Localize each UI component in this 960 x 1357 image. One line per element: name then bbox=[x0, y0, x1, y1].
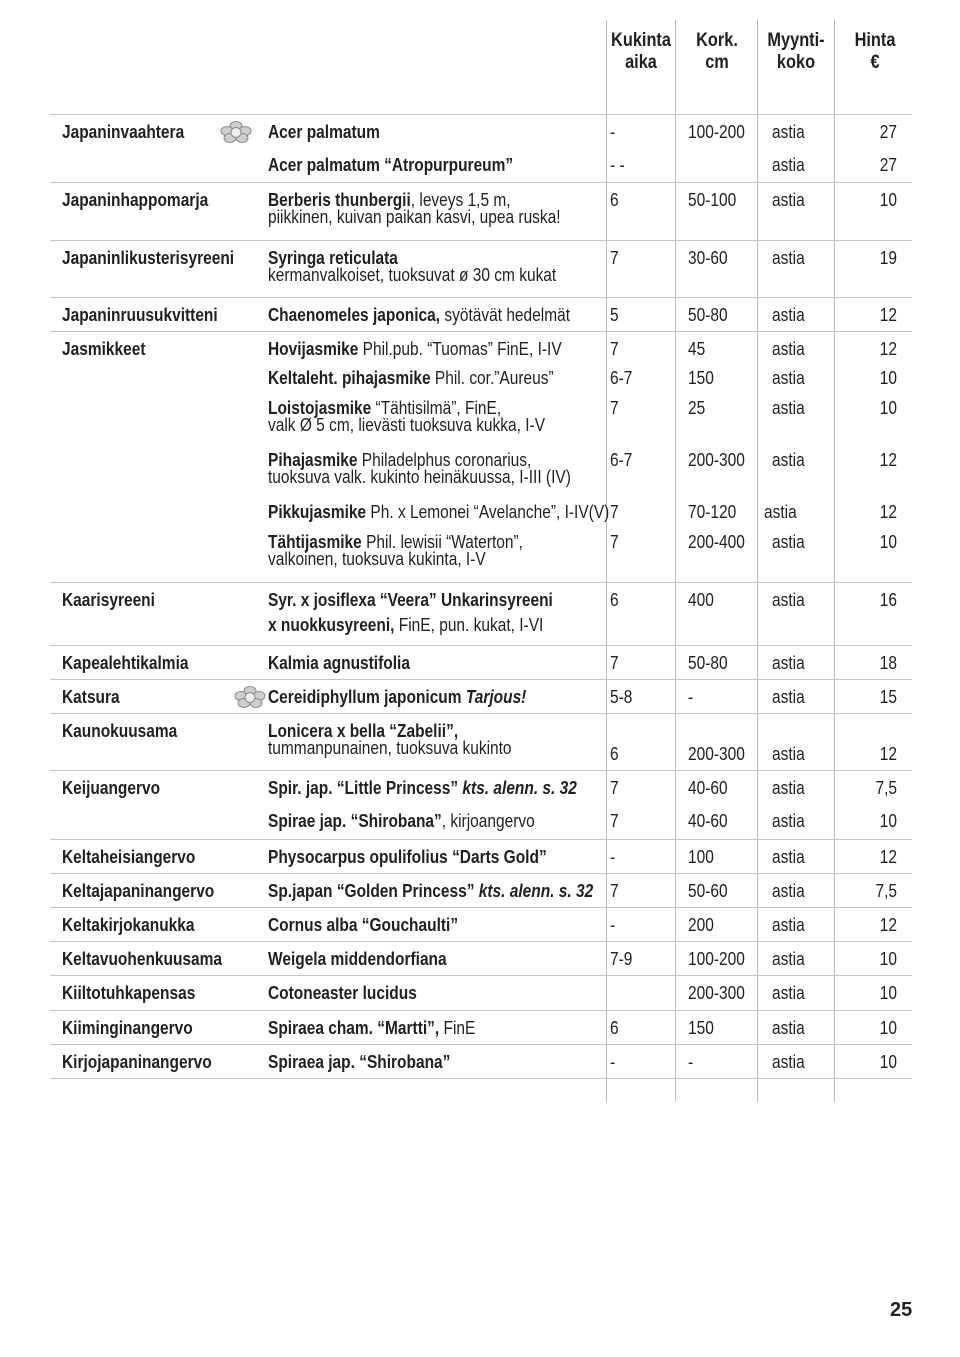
table-row bbox=[50, 331, 912, 362]
height-cm: 200-400 bbox=[688, 532, 745, 552]
price-value: 12 bbox=[879, 915, 897, 935]
sale-size: astia bbox=[772, 881, 805, 901]
price bbox=[840, 304, 897, 327]
height-cm: 100 bbox=[688, 847, 714, 867]
price-value: 27 bbox=[879, 122, 897, 142]
table-row bbox=[50, 873, 912, 908]
price bbox=[840, 1017, 897, 1040]
price-value: 10 bbox=[879, 1052, 897, 1072]
latin-name bbox=[268, 777, 577, 800]
latin-name bbox=[268, 914, 458, 937]
height-cm: 50-80 bbox=[688, 305, 728, 325]
price bbox=[840, 121, 897, 144]
header-bloom-time bbox=[611, 30, 671, 74]
header-bloom-line2: aika bbox=[625, 52, 657, 73]
table-row bbox=[50, 907, 912, 942]
latin-name-segment: Hovijasmike bbox=[268, 339, 359, 359]
finnish-name: Keltavuohenkuusama bbox=[62, 949, 223, 969]
table-row bbox=[50, 804, 912, 839]
finnish-name: Keijuangervo bbox=[62, 778, 161, 798]
price-value: 15 bbox=[879, 687, 897, 707]
latin-name-segment: Pihajasmike bbox=[268, 450, 358, 470]
table-row bbox=[50, 240, 912, 298]
finnish-name: Kapealehtikalmia bbox=[62, 653, 189, 673]
latin-name-segment: FinE, pun. kukat, I-VI bbox=[394, 615, 544, 635]
table-row bbox=[50, 679, 912, 714]
latin-name-segment: Weigela middendorfiana bbox=[268, 949, 447, 969]
price-value: 19 bbox=[879, 248, 897, 268]
sale-size: astia bbox=[772, 949, 805, 969]
bloom-time: 7 bbox=[610, 778, 619, 798]
bloom-time: 5 bbox=[610, 305, 619, 325]
sale-size: astia bbox=[772, 687, 805, 707]
latin-name-segment: x nuokkusyreeni, bbox=[268, 615, 395, 635]
latin-name-segment: Physocarpus opulifolius “Darts Gold” bbox=[268, 847, 547, 867]
height-cm: 200-300 bbox=[688, 450, 745, 470]
latin-name-segment: Spir. jap. “Little Princess” bbox=[268, 778, 459, 798]
price bbox=[840, 449, 897, 472]
finnish-name: Kiiltotuhkapensas bbox=[62, 983, 196, 1003]
flower-badge-icon bbox=[220, 121, 252, 143]
plant-description: valkoinen, tuoksuva kukinta, I-V bbox=[268, 549, 486, 569]
finnish-name: Japaninruusukvitteni bbox=[62, 305, 218, 325]
bloom-time: 7 bbox=[610, 653, 619, 673]
bloom-time: 6 bbox=[610, 590, 619, 610]
page-number: 25 bbox=[890, 1299, 913, 1321]
height-cm: 400 bbox=[688, 590, 714, 610]
price-value: 12 bbox=[879, 305, 897, 325]
price-value: 18 bbox=[879, 653, 897, 673]
price-value: 10 bbox=[879, 368, 897, 388]
latin-name-segment: Phil.pub. “Tuomas” FinE, I-IV bbox=[358, 339, 562, 359]
latin-name bbox=[268, 121, 380, 144]
sale-size: astia bbox=[772, 339, 805, 359]
sale-size: astia bbox=[772, 155, 805, 175]
latin-name-segment: Cereidiphyllum japonicum bbox=[268, 687, 462, 707]
plant-description: tuoksuva valk. kukinto heinäkuussa, I-III (IV) bbox=[268, 467, 571, 487]
price bbox=[840, 914, 897, 937]
latin-name-segment: Cotoneaster lucidus bbox=[268, 983, 417, 1003]
table-row bbox=[50, 361, 912, 391]
sale-size: astia bbox=[772, 122, 805, 142]
plant-description: piikkinen, kuivan paikan kasvi, upea ruska! bbox=[268, 207, 561, 227]
price bbox=[840, 189, 897, 212]
bloom-time: 5-8 bbox=[610, 687, 633, 707]
price-value: 7,5 bbox=[875, 881, 897, 901]
latin-name bbox=[268, 501, 609, 524]
finnish-name: Keltaheisiangervo bbox=[62, 847, 196, 867]
bloom-time: 6-7 bbox=[610, 368, 633, 388]
height-cm: 70-120 bbox=[688, 502, 737, 522]
latin-name-segment: FinE bbox=[439, 1018, 476, 1038]
price-value: 16 bbox=[879, 590, 897, 610]
plant-description: tummanpunainen, tuoksuva kukinto bbox=[268, 738, 512, 758]
latin-name bbox=[268, 652, 410, 675]
latin-name bbox=[268, 982, 417, 1005]
finnish-name: Japaninlikusterisyreeni bbox=[62, 248, 235, 268]
latin-name-segment: Spiraea cham. “Martti”, bbox=[268, 1018, 440, 1038]
price bbox=[840, 686, 897, 709]
height-cm: 30-60 bbox=[688, 248, 728, 268]
latin-name bbox=[268, 810, 535, 833]
latin-name-segment: kts. alenn. s. 32 bbox=[458, 778, 577, 798]
height-cm: 50-80 bbox=[688, 653, 728, 673]
latin-name-segment: Sp.japan “Golden Princess” bbox=[268, 881, 475, 901]
table-row bbox=[50, 645, 912, 680]
price bbox=[840, 948, 897, 971]
price-value: 10 bbox=[879, 949, 897, 969]
bloom-time: - bbox=[610, 122, 616, 142]
height-cm: 200-300 bbox=[688, 744, 745, 764]
price bbox=[840, 501, 897, 524]
latin-name bbox=[268, 367, 554, 390]
price-value: 10 bbox=[879, 190, 897, 210]
latin-name bbox=[268, 589, 553, 612]
latin-name-segment: kts. alenn. s. 32 bbox=[474, 881, 594, 901]
finnish-name: Kiiminginangervo bbox=[62, 1018, 193, 1038]
latin-name-segment: Philadelphus coronarius, bbox=[357, 450, 532, 470]
table-row bbox=[50, 391, 912, 443]
latin-name bbox=[268, 846, 547, 869]
height-cm: 50-100 bbox=[688, 190, 737, 210]
price bbox=[840, 247, 897, 270]
sale-size: astia bbox=[764, 502, 797, 522]
bloom-time: 7 bbox=[610, 502, 619, 522]
price-value: 10 bbox=[879, 1018, 897, 1038]
price-value: 7,5 bbox=[875, 778, 897, 798]
height-cm: 100-200 bbox=[688, 949, 745, 969]
price bbox=[840, 367, 897, 390]
latin-name-segment: Syringa reticulata bbox=[268, 248, 398, 268]
height-cm: 50-60 bbox=[688, 881, 728, 901]
height-cm: 45 bbox=[688, 339, 706, 359]
height-cm: - bbox=[688, 687, 694, 707]
price bbox=[840, 652, 897, 675]
latin-name-segment: Lonicera x bella “Zabelii”, bbox=[268, 721, 459, 741]
header-price bbox=[841, 30, 910, 74]
header-price-line2: € bbox=[870, 52, 880, 73]
finnish-name: Katsura bbox=[62, 687, 120, 707]
finnish-name: Keltakirjokanukka bbox=[62, 915, 195, 935]
latin-name-segment: Keltaleht. pihajasmike bbox=[268, 368, 431, 388]
plant-description: valk Ø 5 cm, lievästi tuoksuva kukka, I-V bbox=[268, 415, 546, 435]
finnish-name: Kirjojapaninangervo bbox=[62, 1052, 212, 1072]
height-cm: 40-60 bbox=[688, 778, 728, 798]
sale-size: astia bbox=[772, 1052, 805, 1072]
price bbox=[840, 531, 897, 554]
latin-name-segment: Phil. lewisii “Waterton”, bbox=[361, 532, 523, 552]
latin-name-segment: Kalmia agnustifolia bbox=[268, 653, 410, 673]
finnish-name: Jasmikkeet bbox=[62, 339, 146, 359]
latin-name bbox=[268, 1017, 475, 1040]
latin-name-segment: Chaenomeles japonica, bbox=[268, 305, 441, 325]
header-sale-size bbox=[763, 30, 828, 74]
bloom-time: - bbox=[610, 847, 616, 867]
price-value: 12 bbox=[879, 502, 897, 522]
sale-size: astia bbox=[772, 190, 805, 210]
latin-name bbox=[268, 686, 526, 709]
latin-name-segment: Syr. x josiflexa “Veera” Unkarinsyreeni bbox=[268, 590, 553, 610]
sale-size: astia bbox=[772, 915, 805, 935]
table-row bbox=[50, 182, 912, 241]
bloom-time: 7 bbox=[610, 398, 619, 418]
sale-size: astia bbox=[772, 368, 805, 388]
sale-size: astia bbox=[772, 847, 805, 867]
bloom-time: 7 bbox=[610, 339, 619, 359]
latin-name-segment: Spiraea jap. “Shirobana” bbox=[268, 1052, 451, 1072]
price-value: 10 bbox=[879, 983, 897, 1003]
latin-name-segment: Tarjous! bbox=[461, 687, 527, 707]
finnish-name: Japaninvaahtera bbox=[62, 122, 185, 142]
price bbox=[840, 880, 897, 903]
bloom-time: - - bbox=[610, 155, 625, 175]
latin-name bbox=[268, 338, 562, 361]
latin-name bbox=[268, 304, 570, 327]
latin-name-segment: , leveys 1,5 m, bbox=[410, 190, 511, 210]
latin-name-segment: Berberis thunbergii bbox=[268, 190, 411, 210]
bloom-time: - bbox=[610, 1052, 616, 1072]
table-bottom-border bbox=[50, 1078, 912, 1079]
header-height bbox=[682, 30, 753, 74]
sale-size: astia bbox=[772, 450, 805, 470]
height-cm: 200-300 bbox=[688, 983, 745, 1003]
price bbox=[840, 846, 897, 869]
latin-name-segment: Acer palmatum “Atropurpureum” bbox=[268, 155, 514, 175]
header-price-line1: Hinta bbox=[854, 30, 896, 51]
latin-name-segment: Ph. x Lemonei “Avelanche”, I-IV(V) bbox=[366, 502, 610, 522]
price-value: 10 bbox=[879, 532, 897, 552]
latin-name-segment: Cornus alba “Gouchaulti” bbox=[268, 915, 459, 935]
sale-size: astia bbox=[772, 248, 805, 268]
table-row bbox=[50, 941, 912, 976]
latin-name bbox=[268, 154, 513, 177]
table-row bbox=[50, 839, 912, 874]
sale-size: astia bbox=[772, 983, 805, 1003]
latin-name-segment: syötävät hedelmät bbox=[440, 305, 571, 325]
price bbox=[840, 982, 897, 1005]
latin-name-segment: Phil. cor.”Aureus” bbox=[430, 368, 554, 388]
header-bloom-line1: Kukinta bbox=[611, 30, 671, 51]
table-row bbox=[50, 770, 912, 805]
latin-name-segment: Spirae jap. “Shirobana” bbox=[268, 811, 442, 831]
sale-size: astia bbox=[772, 590, 805, 610]
finnish-name: Kaunokuusama bbox=[62, 721, 178, 741]
flower-badge-icon bbox=[234, 686, 266, 708]
price bbox=[840, 338, 897, 361]
latin-name-segment: Loistojasmike bbox=[268, 398, 372, 418]
price bbox=[840, 1051, 897, 1074]
latin-name-segment: Pikkujasmike bbox=[268, 502, 367, 522]
table-row bbox=[50, 114, 912, 149]
price bbox=[840, 743, 897, 766]
table-row bbox=[50, 713, 912, 771]
price bbox=[840, 777, 897, 800]
bloom-time: 7 bbox=[610, 532, 619, 552]
finnish-name: Keltajapaninangervo bbox=[62, 881, 215, 901]
bloom-time: 6 bbox=[610, 744, 619, 764]
price bbox=[840, 589, 897, 612]
height-cm: 100-200 bbox=[688, 122, 745, 142]
sale-size: astia bbox=[772, 398, 805, 418]
table-row bbox=[50, 1044, 912, 1079]
height-cm: 40-60 bbox=[688, 811, 728, 831]
price-value: 27 bbox=[879, 155, 897, 175]
header-size-line1: Myynti- bbox=[767, 30, 825, 51]
price bbox=[840, 397, 897, 420]
table-row bbox=[50, 148, 912, 182]
bloom-time: 7-9 bbox=[610, 949, 633, 969]
latin-name bbox=[268, 880, 593, 903]
finnish-name: Kaarisyreeni bbox=[62, 590, 155, 610]
latin-name-segment: “Tähtisilmä”, FinE, bbox=[371, 398, 502, 418]
header-size-line2: koko bbox=[776, 52, 816, 73]
table-row bbox=[50, 525, 912, 582]
latin-name bbox=[268, 948, 447, 971]
sale-size: astia bbox=[772, 744, 805, 764]
height-cm: 25 bbox=[688, 398, 706, 418]
latin-name-segment: , kirjoangervo bbox=[441, 811, 535, 831]
latin-name-segment: Acer palmatum bbox=[268, 122, 380, 142]
price bbox=[840, 810, 897, 833]
bloom-time: 7 bbox=[610, 881, 619, 901]
sale-size: astia bbox=[772, 811, 805, 831]
sale-size: astia bbox=[772, 778, 805, 798]
sale-size: astia bbox=[772, 532, 805, 552]
bloom-time: 6 bbox=[610, 190, 619, 210]
height-cm: 200 bbox=[688, 915, 714, 935]
price-value: 12 bbox=[879, 450, 897, 470]
table-row bbox=[50, 975, 912, 1011]
header-height-line1: Kork. bbox=[696, 30, 738, 51]
table-row bbox=[50, 297, 912, 332]
sale-size: astia bbox=[772, 305, 805, 325]
plant-description bbox=[268, 614, 543, 637]
height-cm: 150 bbox=[688, 1018, 714, 1038]
table-row bbox=[50, 495, 912, 525]
price-value: 12 bbox=[879, 744, 897, 764]
height-cm: 150 bbox=[688, 368, 714, 388]
finnish-name: Japaninhappomarja bbox=[62, 190, 209, 210]
price-value: 12 bbox=[879, 339, 897, 359]
price bbox=[840, 154, 897, 177]
table-row bbox=[50, 443, 912, 495]
height-cm: - bbox=[688, 1052, 694, 1072]
sale-size: astia bbox=[772, 1018, 805, 1038]
bloom-time: - bbox=[610, 915, 616, 935]
header-height-line2: cm bbox=[705, 52, 729, 73]
bloom-time: 7 bbox=[610, 811, 619, 831]
plant-description: kermanvalkoiset, tuoksuvat ø 30 cm kukat bbox=[268, 265, 557, 285]
bloom-time: 6 bbox=[610, 1018, 619, 1038]
latin-name bbox=[268, 1051, 450, 1074]
table-row bbox=[50, 582, 912, 646]
price-value: 12 bbox=[879, 847, 897, 867]
bloom-time: 6-7 bbox=[610, 450, 633, 470]
price-value: 10 bbox=[879, 811, 897, 831]
price-value: 10 bbox=[879, 398, 897, 418]
latin-name-segment: Tähtijasmike bbox=[268, 532, 362, 552]
bloom-time: 7 bbox=[610, 248, 619, 268]
sale-size: astia bbox=[772, 653, 805, 673]
table-row bbox=[50, 1010, 912, 1045]
